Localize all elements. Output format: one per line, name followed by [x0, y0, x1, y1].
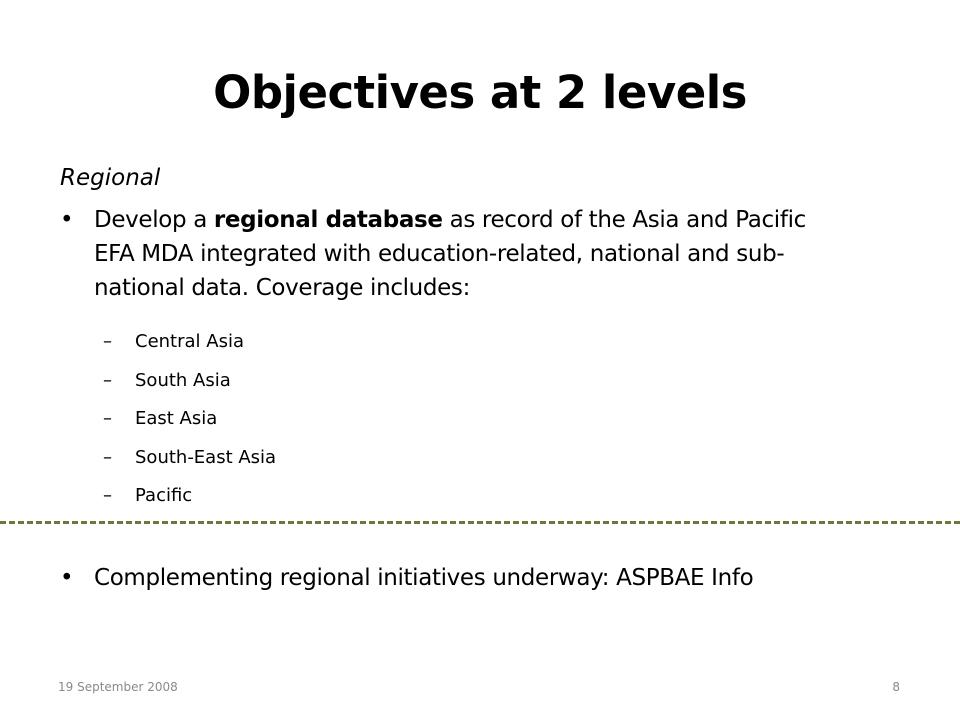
- list-item: [103, 366, 276, 405]
- bullet-text: [94, 561, 920, 595]
- dash-icon: –: [103, 408, 112, 429]
- list-item-label: South Asia: [135, 369, 231, 391]
- dash-icon: –: [103, 369, 112, 391]
- list-item: [103, 327, 276, 366]
- section-label-regional: Regional: [60, 165, 161, 191]
- bullet-line-1-pre: Develop a: [94, 207, 214, 233]
- bullet-line-1-bold: regional database: [213, 207, 443, 233]
- dashed-divider: [0, 521, 960, 524]
- bullet-dot-icon: •: [60, 207, 74, 233]
- footer-date: 19 September 2008: [58, 680, 178, 694]
- list-item-label: South-East Asia: [135, 446, 277, 468]
- list-item-label: Pacific: [135, 485, 193, 506]
- bullet-complementing-initiatives: [60, 561, 920, 595]
- bullet-dot-icon: •: [60, 565, 74, 591]
- list-item-label: Central Asia: [135, 331, 244, 352]
- bullet-regional-database: [60, 203, 920, 305]
- dash-icon: –: [103, 446, 112, 468]
- slide-title: Objectives at 2 levels: [213, 66, 747, 119]
- bullet-line-1-post: as record of the Asia and Pacific: [442, 207, 806, 233]
- coverage-list: [103, 327, 276, 520]
- dash-icon: –: [103, 331, 112, 352]
- list-item: [103, 443, 276, 482]
- footer-page-number: 8: [892, 680, 900, 694]
- dash-icon: –: [103, 485, 112, 506]
- bullet-text: [94, 203, 920, 305]
- bullet-line-3: national data. Coverage includes:: [94, 275, 470, 301]
- bullet-line-2: EFA MDA integrated with education-related, national and sub-: [94, 241, 785, 267]
- bullet-line-1: [94, 203, 920, 237]
- list-item: [103, 404, 276, 443]
- list-item: [103, 481, 276, 520]
- list-item-label: East Asia: [135, 408, 218, 429]
- bullet-line-1: Complementing regional initiatives underway: ASPBAE Info: [94, 565, 754, 591]
